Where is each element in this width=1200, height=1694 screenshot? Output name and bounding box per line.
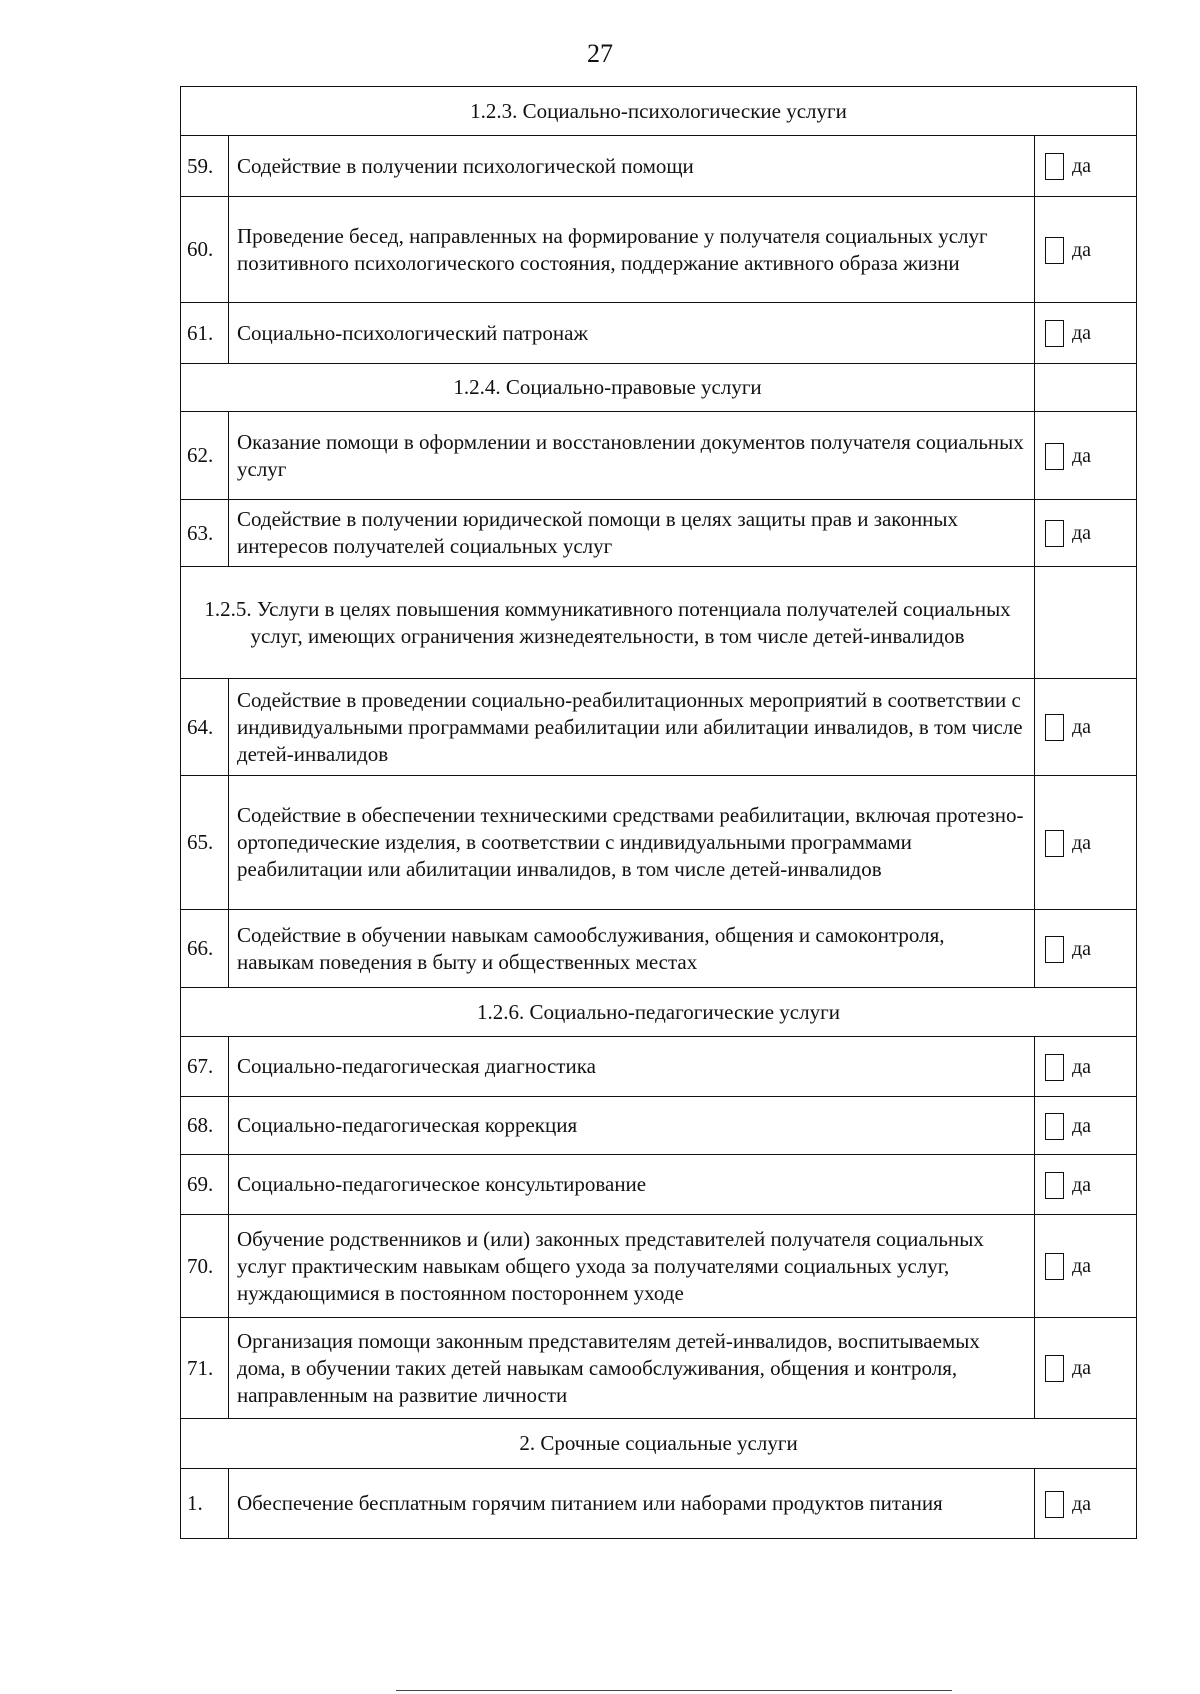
page-number: 27: [587, 39, 613, 68]
item-number: 65.: [181, 776, 229, 910]
service-name: Социально-психологический патронаж: [229, 303, 1035, 364]
check-cell: [1035, 1037, 1137, 1097]
check-cell: [1035, 136, 1137, 197]
yes-label: да: [1072, 1357, 1092, 1380]
yes-checkbox[interactable]: [1045, 1355, 1064, 1382]
service-row: [181, 412, 1137, 500]
check-cell: [1035, 1155, 1137, 1215]
services-table: [180, 86, 1137, 1539]
yes-label: да: [1072, 716, 1092, 739]
service-name: Содействие в обеспечении техническими средствами реабилитации, включая протезно-ортопедические изделия, в соответствии с индивидуальными программами реабилитации или абилитации инвалидов, в том числе детей-инвалидов: [229, 776, 1035, 910]
yes-checkbox[interactable]: [1045, 714, 1064, 741]
yes-label: да: [1072, 155, 1092, 178]
service-row: [181, 136, 1137, 197]
service-name: Содействие в обучении навыкам самообслуживания, общения и самоконтроля, навыкам поведения в быту и общественных местах: [229, 910, 1035, 988]
check-cell: [1035, 679, 1137, 776]
yes-checkbox[interactable]: [1045, 520, 1064, 547]
yes-label: да: [1072, 831, 1092, 854]
yes-checkbox[interactable]: [1045, 237, 1064, 264]
section-title: 1.2.5. Услуги в целях повышения коммуникативного потенциала получателей социальных услуг, имеющих ограничения жизнедеятельности, в том числе детей-инвалидов: [181, 567, 1035, 679]
check-cell: [1035, 776, 1137, 910]
bottom-divider: [396, 1690, 952, 1691]
yes-checkbox[interactable]: [1045, 936, 1064, 963]
item-number: 68.: [181, 1097, 229, 1155]
section-row: [181, 87, 1137, 136]
section-row: [181, 567, 1137, 679]
yes-label: да: [1072, 1492, 1092, 1515]
service-row: [181, 1318, 1137, 1419]
item-number: 70.: [181, 1215, 229, 1318]
section-row: [181, 988, 1137, 1037]
empty-cell: [1035, 364, 1137, 412]
service-name: Проведение бесед, направленных на формирование у получателя социальных услуг позитивного психологического состояния, поддержание активного образа жизни: [229, 197, 1035, 303]
service-row: [181, 1097, 1137, 1155]
yes-label: да: [1072, 444, 1092, 467]
yes-checkbox[interactable]: [1045, 1054, 1064, 1081]
service-row: [181, 1155, 1137, 1215]
service-name: Обучение родственников и (или) законных представителей получателя социальных услуг практическим навыкам общего ухода за получателями социальных услуг, нуждающимися в постоянном постороннем уходе: [229, 1215, 1035, 1318]
check-cell: [1035, 500, 1137, 567]
yes-checkbox[interactable]: [1045, 830, 1064, 857]
yes-label: да: [1072, 937, 1092, 960]
section-title: 1.2.3. Социально-психологические услуги: [181, 87, 1137, 136]
section-row: [181, 1419, 1137, 1469]
service-name: Оказание помощи в оформлении и восстановлении документов получателя социальных услуг: [229, 412, 1035, 500]
yes-checkbox[interactable]: [1045, 1113, 1064, 1140]
item-number: 60.: [181, 197, 229, 303]
service-name: Социально-педагогическая коррекция: [229, 1097, 1035, 1155]
service-name: Содействие в получении психологической помощи: [229, 136, 1035, 197]
item-number: 63.: [181, 500, 229, 567]
yes-checkbox[interactable]: [1045, 320, 1064, 347]
yes-label: да: [1072, 238, 1092, 261]
section-title: 1.2.4. Социально-правовые услуги: [181, 364, 1035, 412]
yes-checkbox[interactable]: [1045, 1253, 1064, 1280]
yes-checkbox[interactable]: [1045, 153, 1064, 180]
yes-label: да: [1072, 1255, 1092, 1278]
service-row: [181, 1469, 1137, 1539]
yes-label: да: [1072, 1114, 1092, 1137]
item-number: 59.: [181, 136, 229, 197]
check-cell: [1035, 1318, 1137, 1419]
service-name: Социально-педагогическое консультирование: [229, 1155, 1035, 1215]
service-row: [181, 197, 1137, 303]
check-cell: [1035, 412, 1137, 500]
section-title: 1.2.6. Социально-педагогические услуги: [181, 988, 1137, 1037]
check-cell: [1035, 1215, 1137, 1318]
item-number: 64.: [181, 679, 229, 776]
check-cell: [1035, 303, 1137, 364]
section-row: [181, 364, 1137, 412]
yes-checkbox[interactable]: [1045, 1172, 1064, 1199]
yes-label: да: [1072, 1173, 1092, 1196]
service-name: Социально-педагогическая диагностика: [229, 1037, 1035, 1097]
yes-checkbox[interactable]: [1045, 1491, 1064, 1518]
service-row: [181, 1037, 1137, 1097]
service-name: Содействие в получении юридической помощи в целях защиты прав и законных интересов получателей социальных услуг: [229, 500, 1035, 567]
service-row: [181, 679, 1137, 776]
item-number: 62.: [181, 412, 229, 500]
service-row: [181, 776, 1137, 910]
service-row: [181, 910, 1137, 988]
service-name: Организация помощи законным представителям детей-инвалидов, воспитываемых дома, в обучении таких детей навыкам самообслуживания, общения и контроля, направленным на развитие личности: [229, 1318, 1035, 1419]
check-cell: [1035, 1469, 1137, 1539]
section-title: 2. Срочные социальные услуги: [181, 1419, 1137, 1469]
service-name: Обеспечение бесплатным горячим питанием или наборами продуктов питания: [229, 1469, 1035, 1539]
item-number: 69.: [181, 1155, 229, 1215]
check-cell: [1035, 1097, 1137, 1155]
check-cell: [1035, 197, 1137, 303]
service-row: [181, 1215, 1137, 1318]
item-number: 61.: [181, 303, 229, 364]
service-row: [181, 303, 1137, 364]
service-row: [181, 500, 1137, 567]
yes-checkbox[interactable]: [1045, 443, 1064, 470]
item-number: 71.: [181, 1318, 229, 1419]
yes-label: да: [1072, 322, 1092, 345]
yes-label: да: [1072, 1055, 1092, 1078]
service-name: Содействие в проведении социально-реабилитационных мероприятий в соответствии с индивидуальными программами реабилитации или абилитации инвалидов, в том числе детей-инвалидов: [229, 679, 1035, 776]
yes-label: да: [1072, 522, 1092, 545]
item-number: 1.: [181, 1469, 229, 1539]
empty-cell: [1035, 567, 1137, 679]
check-cell: [1035, 910, 1137, 988]
item-number: 67.: [181, 1037, 229, 1097]
item-number: 66.: [181, 910, 229, 988]
